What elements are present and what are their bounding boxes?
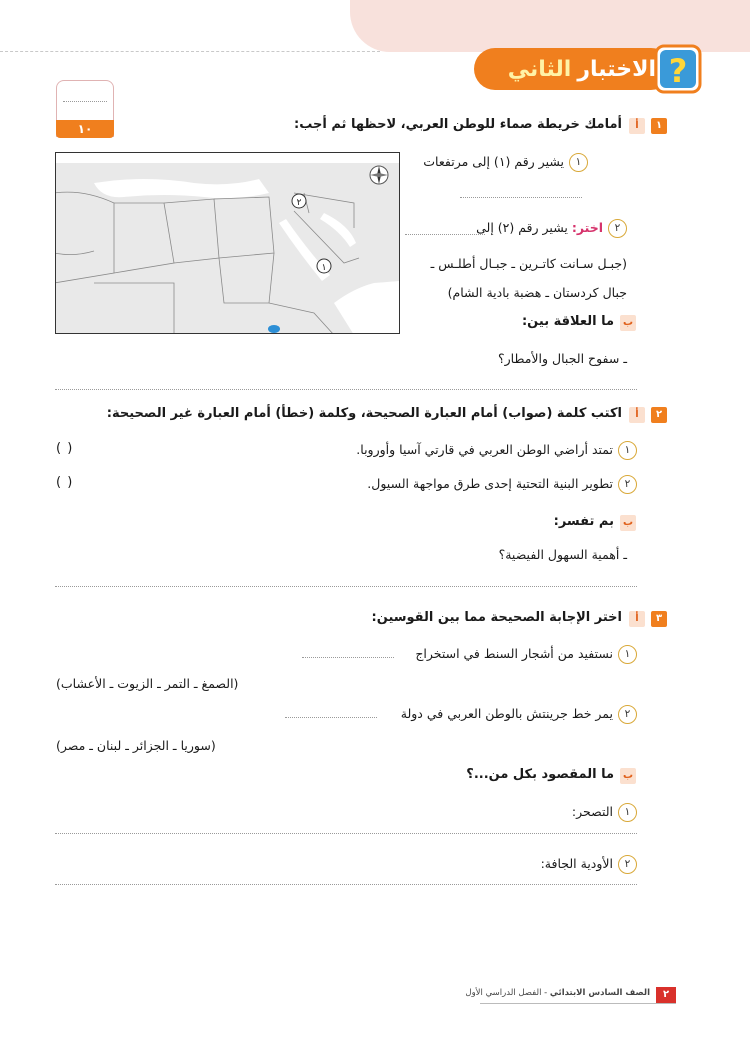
s2-s2-text: تطوير البنية التحتية إحدى طرق مواجهة السيول.: [367, 476, 613, 491]
s1-part-b-answer-line[interactable]: [55, 389, 637, 390]
map-label-2: ٢: [296, 198, 302, 208]
s2-statement-1: [356, 441, 637, 460]
question-number-circle: ١: [618, 645, 637, 664]
section2-part-b-text: ـ أهمية السهول الفيضية؟: [498, 547, 627, 562]
s3-q1-options: (الصمغ ـ التمر ـ الزيوت ـ الأعشاب): [56, 676, 239, 691]
s1-q1-text: يشير رقم (١) إلى مرتفعات: [423, 154, 564, 169]
s3-b2-text: الأودية الجافة:: [540, 856, 613, 871]
s3-b-item-1: [572, 803, 637, 822]
s2-part-b-answer-line[interactable]: [55, 586, 637, 587]
s3-q2-answer-line[interactable]: [285, 717, 377, 718]
question-mark-icon: [642, 40, 712, 98]
page-number: ٢: [656, 987, 676, 1003]
question-number-circle: ١: [618, 803, 637, 822]
s3-b-item-2: [541, 855, 637, 874]
s3-q2-options: (سوريا ـ الجزائر ـ لبنان ـ مصر): [56, 738, 216, 753]
section3-part-b-heading: ما المقصود بكل من...؟: [466, 767, 614, 782]
question-number-circle: ٢: [618, 855, 637, 874]
section-number-2: ٢: [651, 407, 667, 423]
section-number-1: ١: [651, 118, 667, 134]
s2-answer-2-box[interactable]: ( ): [56, 475, 74, 490]
question-number-circle: ٢: [618, 705, 637, 724]
s1-q2-answer-line[interactable]: [405, 234, 485, 235]
s1-question-1: [423, 153, 588, 172]
choose-label: اختر:: [571, 220, 603, 235]
s3-q2-text: يمر خط جرينتش بالوطن العربي في دولة: [400, 706, 613, 721]
question-number-circle: ٢: [608, 219, 627, 238]
score-total: ١٠: [56, 120, 114, 138]
section1-part-b-heading: ما العلاقة بين:: [521, 314, 614, 329]
header-dashed-divider: [0, 51, 380, 52]
s1-q1-answer-line[interactable]: [460, 197, 582, 198]
score-answer-line: [63, 101, 107, 102]
question-number-circle: ١: [618, 441, 637, 460]
footer-grade: الصف السادس الابتدائي: [549, 988, 650, 998]
section2-part-b-heading: بم تفسر:: [553, 514, 614, 529]
s1-q2-text: يشير رقم (٢) إلى: [476, 220, 568, 235]
map-label-1: ١: [321, 263, 327, 273]
section-number-3: ٣: [651, 611, 667, 627]
section2-part-a: أ: [629, 407, 645, 423]
s3-b1-text: التصحر:: [571, 804, 613, 819]
footer-divider: [480, 1003, 676, 1004]
question-number-circle: ١: [569, 153, 588, 172]
s2-answer-1-box[interactable]: ( ): [56, 441, 74, 456]
arab-world-blank-map: [55, 152, 400, 334]
s3-b1-answer-line[interactable]: [55, 833, 637, 834]
s1-q2-options-line2: جبال كردستان ـ هضبة بادية الشام): [447, 285, 627, 300]
section2-part-b: ب: [620, 515, 636, 531]
footer-text: [465, 988, 650, 998]
section1-part-b-text: ـ سفوح الجبال والأمطار؟: [498, 351, 627, 366]
section3-part-b: ب: [620, 768, 636, 784]
s3-q1-answer-line[interactable]: [302, 657, 394, 658]
s2-statement-2: [367, 475, 637, 494]
section3-part-a: أ: [629, 611, 645, 627]
badge-symbol: ?: [668, 52, 688, 90]
section1-part-b: ب: [620, 315, 636, 331]
section3-heading: اختر الإجابة الصحيحة مما بين القوسين:: [371, 610, 622, 625]
s3-question-1: [415, 645, 637, 664]
title-word-1: الاختبار: [577, 56, 656, 82]
map-drawing: [55, 153, 399, 334]
s2-s1-text: تمتد أراضي الوطن العربي في قارتي آسيا وأوروبا.: [356, 442, 613, 457]
compass-rose-icon: [370, 166, 388, 184]
s1-q2-options-line1: (جبـل سـانت كاتـرين ـ جبـال أطلـس ـ: [430, 256, 627, 271]
section1-heading: أمامك خريطة صماء للوطن العربي، لاحظها ثم أجب:: [294, 117, 622, 132]
s3-question-2: [401, 705, 637, 724]
s3-b2-answer-line[interactable]: [55, 884, 637, 885]
s3-q1-text: نستفيد من أشجار السنط في استخراج: [415, 646, 613, 661]
question-number-circle: ٢: [618, 475, 637, 494]
footer-term: - الفصل الدراسي الأول: [465, 988, 548, 998]
title-word-2: الثاني: [507, 56, 572, 82]
section1-part-a: أ: [629, 118, 645, 134]
section2-heading: اكتب كلمة (صواب) أمام العبارة الصحيحة، وكلمة (خطأ) أمام العبارة غير الصحيحة:: [106, 406, 622, 421]
s1-question-2: [476, 219, 627, 238]
